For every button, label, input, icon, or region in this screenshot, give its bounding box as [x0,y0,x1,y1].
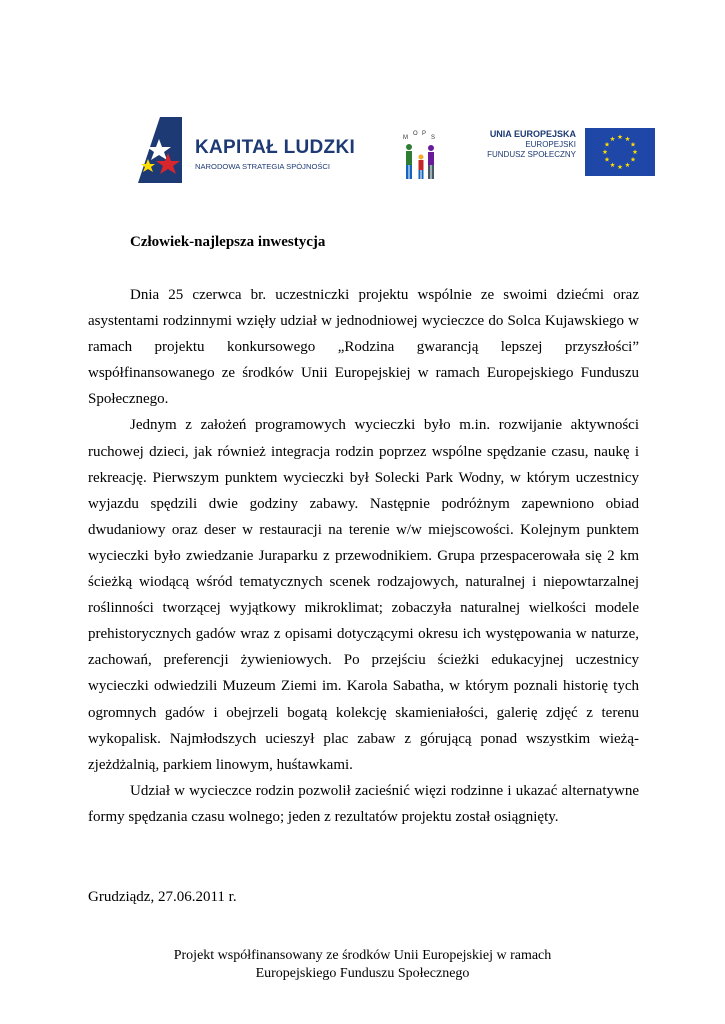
paragraph: Jednym z założeń programowych wycieczki było m.in. rozwijanie aktywności ruchowej dzieci, jak również integracja rodzin poprzez wspólne spędzanie czasu, naukę i rekreację. Pierwszym punktem wycieczki był Solecki Park Wodny, w którym uczestnicy wyjazdu spędzili dwie godziny zabawy. Następnie podróżnym zapewniono obiad dwudaniowy oraz deser w restauracji na terenie w/w miejscowości. Kolejnym punktem wycieczki było zwiedzanie Juraparku z przewodnikiem. Grupa przespacerowała się 2 km ścieżką wiodącą wśród tematycznych scenek rodzajowych, naturalnej i niepowtarzalnej roślinności tworzącej wyjątkowy mikroklimat; zobaczyła naturalnej wielkości modele prehistorycznych gadów wraz z opisami dotyczącymi okresu ich występowania w naturze, zachowań, preferencji żywieniowych. Po przejściu ścieżki edukacyjnej uczestnicy wycieczki odwiedzili Muzeum Ziemi im. Karola Sabatha, w którym poznali historię tych ogromnych gadów i obejrzeli bogatą kolekcję skamieniałości, galerię zdjęć z terenu wykopalisk. Najmłodszych ucieszył plac zabaw z górującą ponad wszystkim wieżą- zjeżdżalnią, parkiem linowym, huśtawkami. [88,417,639,773]
document-body [88,282,639,830]
eu-flag-icon [585,128,655,176]
eu-line-3: FUNDUSZ SPOŁECZNY [487,150,576,159]
mops-letter-s: S [431,135,436,141]
kapital-ludzki-emblem-icon [138,115,190,185]
kapital-ludzki-title: KAPITAŁ LUDZKI [195,137,356,158]
family-figures-icon [400,127,440,183]
header-logos [138,115,656,185]
mops-letter-m: M [403,135,408,141]
paragraph: Dnia 25 czerwca br. uczestniczki projektu wspólnie ze swoimi dziećmi oraz asystentami rodzinnymi wzięły udział w jednodniowej wycieczce do Solca Kujawskiego w ramach projektu konkursowego „Rodzina gwarancją lepszej przyszłości” współfinansowanego ze środków Unii Europejskiej w ramach Europejskiego Funduszu Społecznego. [88,287,639,408]
footer-line-2: Europejskiego Funduszu Społecznego [255,966,470,981]
kapital-ludzki-logo [138,115,358,185]
footer-note [120,947,605,983]
eu-fund-text [476,129,576,161]
mops-letter-o: O [413,131,418,137]
footer-line-1: Projekt współfinansowany ze środków Unii Europejskiej w ramach [173,948,552,963]
eu-flag [585,128,655,176]
kapital-ludzki-subtitle: NARODOWA STRATEGIA SPÓJNOŚCI [195,162,331,171]
paragraph: Udział w wycieczce rodzin pozwolił zacieśnić więzi rodzinne i ukazać alternatywne formy spędzania czasu wolnego; jeden z rezultatów projektu został osiągnięty. [88,782,639,825]
mops-logo [400,127,440,183]
mops-letter-p: P [422,131,427,137]
eu-line-1: UNIA EUROPEJSKA [489,129,576,139]
eu-line-2: EUROPEJSKI [525,139,576,149]
date-line: Grudziądz, 27.06.2011 r. [88,889,237,905]
document-title: Człowiek-najlepsza inwestycja [130,234,326,250]
